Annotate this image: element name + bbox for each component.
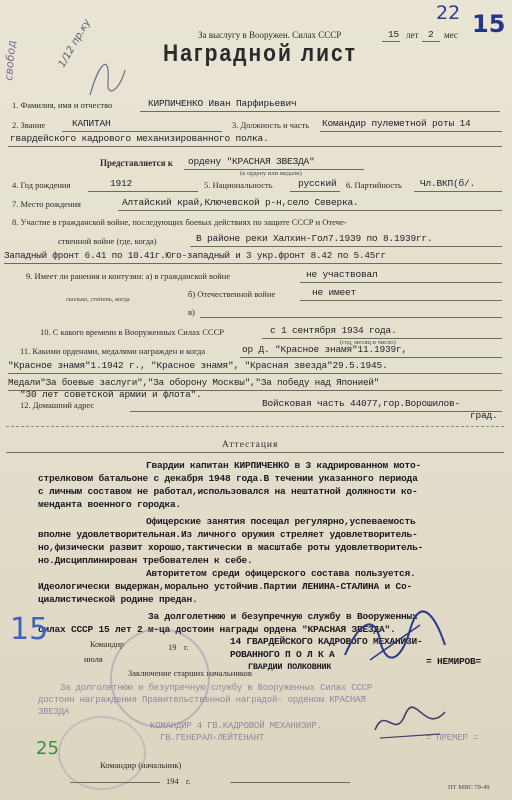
present-value: ордену "КРАСНАЯ ЗВЕЗДА": [188, 156, 315, 167]
field-12-value-a: Войсковая часть 44077,гор.Ворошилов-: [262, 398, 461, 409]
attestation-line-4: менданта военного городка.: [38, 499, 182, 510]
section-divider: [6, 426, 504, 427]
field-2-value: КАПИТАН: [72, 118, 111, 129]
pencil-mark-left: 15: [10, 612, 49, 647]
field-10-sub: (год, месяц и число): [340, 339, 396, 346]
field-4-value: 1912: [110, 178, 133, 189]
corner-number: 15: [472, 10, 506, 38]
field-11-value-c: Медали"За боевые заслуги","За оборону Москвы","За победу над Японией": [8, 377, 380, 388]
field-12-label: 12. Домашний адрес: [20, 400, 95, 410]
attestation-line-10: Идеологически выдержан,морально устойчив.Партии ЛЕНИНА-СТАЛИНА и Со-: [38, 581, 413, 592]
senior-heading: Заключение старших начальников: [128, 668, 252, 678]
unit-line-2: РОВАННОГО П О Л К А: [230, 649, 335, 660]
year-tail: г.: [184, 642, 189, 652]
field-10-label: 10. С какого времени в Вооруженных Силах СССР: [40, 327, 224, 337]
field-9-value: не участвовал: [306, 269, 378, 280]
present-label: Представляется к: [100, 158, 173, 168]
field-3-value-b: гвардейского кадрового механизированного полка.: [10, 133, 269, 144]
official-stamp-icon: [110, 628, 210, 728]
field-11-value-a: ор Д. "Красное знамя"11.1939г,: [242, 344, 408, 355]
field-7-value: Алтайский край,Ключевской р-н,село Северка.: [122, 197, 359, 208]
field-9-label: 9. Имеет ли ранения и контузии: а) в гражданской войне: [26, 271, 231, 281]
attestation-line-5: Офицерские занятия посещал регулярно,успеваемость: [146, 516, 416, 527]
general-signature-icon: [370, 700, 450, 745]
attestation-line-9: Авторитетом среди офицерского состава пользуется.: [146, 568, 416, 579]
attestation-line-11: циалистической родине предан.: [38, 594, 198, 605]
field-8-label-a: 8. Участие в гражданской войне, последующих боевых действиях по защите СССР и Отече-: [12, 217, 347, 227]
page-number: 22: [436, 2, 461, 24]
faded-line-f: = ПРЕМЕР =: [426, 733, 479, 743]
service-prefix: За выслугу в Вооружен. Силах СССР: [198, 30, 342, 40]
field-1-label: 1. Фамилия, имя и отчество: [12, 100, 113, 110]
signature-scribble-icon: [80, 50, 130, 105]
field-5-value: русский: [298, 178, 337, 189]
field-8-value-a: В районе реки Халхин-Гол7.1939 по 8.1939гг.: [196, 233, 433, 244]
bottom-commander-label: Командир (начальник): [100, 760, 182, 770]
months-value: 2: [428, 29, 434, 40]
attestation-line-7: но,физически развит хорошо,тактически в масштабе роты удовлетворитель-: [38, 542, 424, 553]
bottom-year-suffix: г.: [186, 776, 191, 786]
handwritten-note: 1/12 пр.ку: [56, 17, 94, 70]
faded-line-c: ЗВЕЗДА: [38, 707, 70, 717]
field-4-label: 4. Год рождения: [12, 180, 71, 190]
pencil-mark-bottom: 25: [36, 738, 59, 759]
commander-label: Командир: [90, 640, 124, 649]
unit-line-1: 14 ГВАРДЕЙСКОГО КАДРОВОГО МЕХАНИЗИ-: [230, 636, 423, 647]
months-word: мес: [444, 30, 458, 40]
field-8-label-b: ственной войне (где, когда): [58, 236, 157, 246]
field-5-label: 5. Национальность: [204, 180, 273, 190]
official-stamp-icon: [58, 716, 146, 790]
faded-line-b: достоин награждения Правительственной наградой- орденом КРАСНАЯ: [38, 695, 366, 705]
margin-note: свобод: [2, 39, 19, 82]
faded-line-a: За долголетнюю и безупречную службу в Вооруженных Силах СССР: [60, 683, 373, 693]
field-3-label: 3. Должность и часть: [232, 120, 310, 130]
field-3-value-a: Командир пулеметной роты 14: [322, 118, 471, 129]
attestation-line-13: силах СССР 15 лет 2 м-ца достоин награды ордена "КРАСНАЯ ЗВЕЗДА".: [38, 624, 396, 635]
month-value: июля: [84, 654, 103, 664]
attestation-line-2: стрелковом батальоне с декабря 1948 года.В течении указанного периода: [38, 473, 418, 484]
field-11-value-d: "30 лет советской армии и флота".: [20, 389, 202, 400]
field-9-sub: сколько, степень, когда: [66, 296, 130, 303]
attestation-heading: Аттестация: [222, 440, 279, 450]
field-6-value: Чл.ВКП(б/.: [420, 178, 476, 189]
commander-name: = НЕМИРОВ=: [426, 656, 482, 667]
field-2-label: 2. Звание: [12, 120, 46, 130]
field-11-label: 11. Какими орденами, медалями награжден и когда: [20, 346, 206, 356]
field-8-value-b: Западный фронт 6.41 по 10.41г.Юго-западный и 3 укр.фронт 8.42 по 5.45гг: [4, 250, 386, 261]
bottom-year: 194: [166, 776, 179, 786]
unit-line-3: ГВАРДИИ ПОЛКОВНИК: [248, 662, 332, 672]
years-word: лет: [406, 30, 419, 40]
field-9b-label: б) Отечественной войне: [188, 289, 276, 299]
footer-code: ПТ МВС 79-49: [448, 784, 490, 791]
field-12-value-b: град.: [470, 410, 498, 421]
commander-signature-icon: [340, 610, 450, 670]
attestation-line-12: За долголетнюю и безупречную службу в Вооруженных: [148, 611, 418, 622]
faded-line-e: ГВ.ГЕНЕРАЛ-ЛЕЙТЕНАНТ: [160, 733, 265, 743]
page-title: Наградной лист: [163, 40, 357, 67]
present-sub: (к ордену или медали): [240, 170, 302, 177]
faded-line-d: КОМАНДИР 4 ГВ.КАДРОВОЙ МЕХАНИЗИР.: [150, 721, 322, 731]
attestation-line-6: вполне удовлетворительная.Из личного оружия стреляет удовлетворитель-: [38, 529, 418, 540]
field-7-label: 7. Место рождения: [12, 199, 81, 209]
field-9b-value: не имеет: [312, 287, 357, 298]
field-10-value: с 1 сентября 1934 года.: [270, 325, 397, 336]
year-suffix: 19: [168, 642, 177, 652]
field-9c-label: в): [188, 307, 195, 317]
attestation-line-1: Гвардии капитан КИРПИЧЕНКО в 3 кадрированном мото-: [146, 460, 422, 471]
years-value: 15: [388, 29, 400, 40]
field-6-label: 6. Партийность: [346, 180, 402, 190]
field-1-value: КИРПИЧЕНКО Иван Парфирьевич: [148, 98, 297, 109]
attestation-line-8: но.Дисциплинирован требователен к себе.: [38, 555, 253, 566]
field-11-value-b: "Красное знамя"1.1942 г., "Красное знамя", "Красная звезда"29.5.1945.: [8, 360, 388, 371]
attestation-line-3: с личным составом не работал,использовался на нештатной должности ко-: [38, 486, 418, 497]
